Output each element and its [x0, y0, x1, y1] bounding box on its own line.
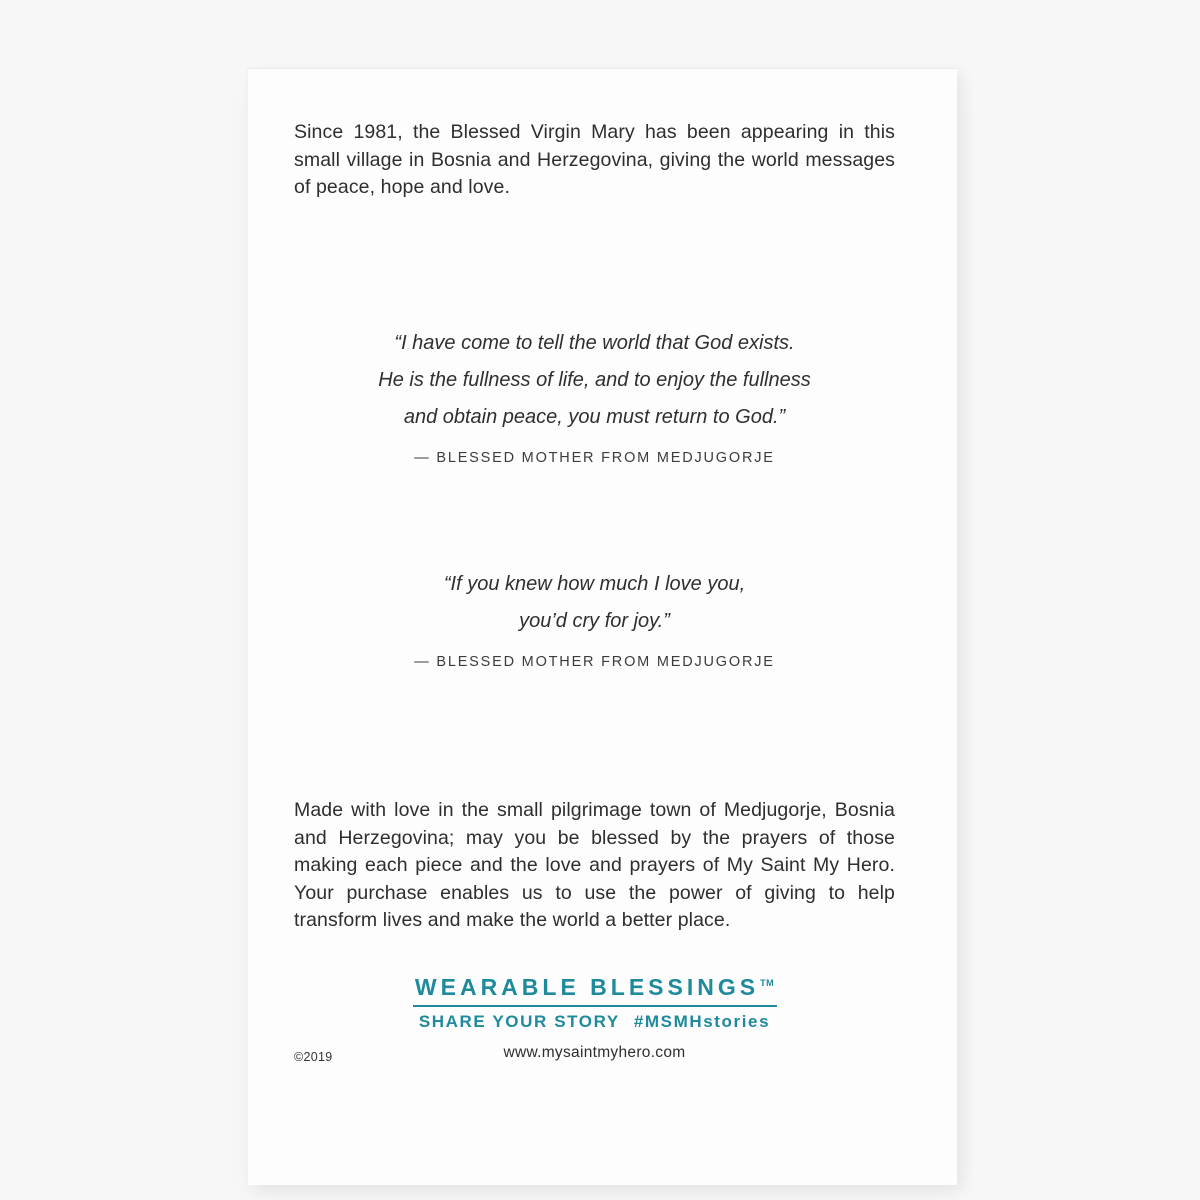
- brand-wordmark: [415, 974, 774, 1001]
- quote-line: you’d cry for joy.”: [519, 610, 670, 632]
- brand-wordmark-text: WEARABLE BLESSINGS: [414, 974, 760, 1000]
- quote-line: and obtain peace, you must return to God.”: [403, 406, 786, 428]
- intro-paragraph: Since 1981, the Blessed Virgin Mary has been appearing in this small village in Bosnia and Herzegovina, giving the world messages of peace, hope and love.: [294, 121, 895, 199]
- quote-attribution-2: — BLESSED MOTHER FROM MEDJUGORJE: [414, 654, 775, 670]
- quote-block-1: [294, 325, 895, 436]
- made-with-love-paragraph: Made with love in the small pilgrimage town of Medjugorje, Bosnia and Herzegovina; may you be blessed by the prayers of those making each piece and the love and prayers of My Saint My Hero. Your purchase enables us to use the power of giving to help transform lives and make the world a better place.: [294, 799, 895, 932]
- quote-line: “If you knew how much I love you,: [443, 573, 746, 595]
- quote-block-2: [294, 566, 895, 640]
- brand-tagline: [294, 1012, 895, 1032]
- quote-attribution-1: — BLESSED MOTHER FROM MEDJUGORJE: [414, 450, 775, 466]
- brand-underline-rule: [413, 1005, 777, 1007]
- website-url: www.mysaintmyhero.com: [503, 1044, 686, 1061]
- copyright-notice: ©2019: [294, 1050, 333, 1064]
- brand-block: [294, 974, 895, 1032]
- tagline-share-your-story: SHARE YOUR STORY: [418, 1012, 620, 1031]
- tagline-hashtag: #MSMHstories: [633, 1012, 771, 1031]
- card-back: [247, 68, 957, 1185]
- quote-line: He is the fullness of life, and to enjoy the fullness: [378, 369, 811, 391]
- card-footer: [294, 1044, 895, 1068]
- trademark-symbol: TM: [760, 978, 775, 989]
- quote-line: “I have come to tell the world that God exists.: [394, 332, 795, 354]
